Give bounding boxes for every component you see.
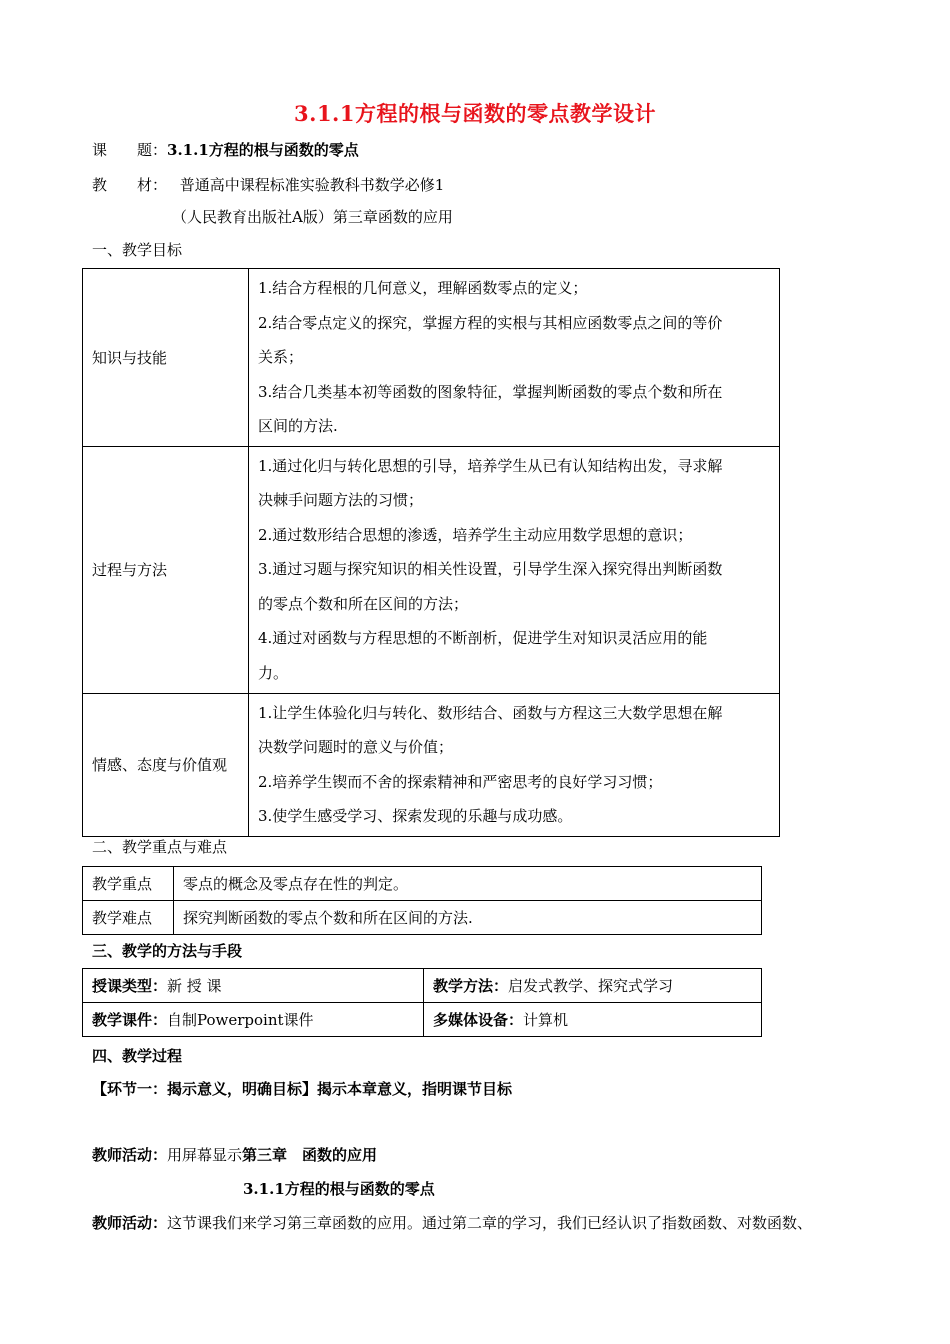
lesson-type-label: 授课类型： [92,977,168,995]
difficulty-value: 探究判断函数的零点个数和所在区间的方法. [174,901,762,935]
lesson-type-value: 新 授 课 [167,977,222,995]
objectives-table [82,268,780,837]
difficulty-label: 教学难点 [83,901,174,935]
objective-line: 的零点个数和所在区间的方法； [258,594,469,613]
objective-line: 3.使学生感受学习、探索发现的乐趣与成功感。 [258,807,573,825]
section1-heading: 一、教学目标 [92,241,183,259]
objective-label: 情感、态度与价值观 [83,693,249,836]
objective-label: 过程与方法 [83,446,249,693]
methods-table [82,968,762,1037]
table-row [83,269,780,447]
teaching-method-value: 启发式教学、探究式学习 [508,977,674,995]
objective-line: 关系； [258,348,304,366]
section2-heading: 二、教学重点与难点 [92,838,228,856]
objective-line: 决数学问题时的意义与价值； [258,738,454,756]
teaching-method-label: 教学方法： [433,977,509,995]
objective-content [249,446,780,693]
activity-text: 用屏幕显示 [167,1146,243,1164]
material-value: 普通高中课程标准实验教科书数学必修1 [179,176,445,194]
table-row [83,1003,762,1037]
objective-label: 知识与技能 [83,269,249,447]
activity-label: 教师活动： [92,1214,168,1232]
objective-line: 3.通过习题与探究知识的相关性设置，引导学生深入探究得出判断函数 [258,560,723,579]
courseware-value: 自制Powerpoint课件 [167,1011,314,1029]
objective-line: 3.结合几类基本初等函数的图象特征，掌握判断函数的零点个数和所在 [258,382,723,401]
section4-heading: 四、教学过程 [92,1047,183,1065]
courseware-cell [83,1003,424,1037]
key-point-value: 零点的概念及零点存在性的判定。 [174,867,762,901]
table-row [83,446,780,693]
objective-line: 力。 [258,663,289,682]
table-row [83,867,762,901]
objective-line: 1.让学生体验化归与转化、数形结合、函数与方程这三大数学思想在解 [258,703,723,722]
objective-content [249,693,780,836]
objective-line: 4.通过对函数与方程思想的不断剖析，促进学生对知识灵活应用的能 [258,629,708,648]
table-row [83,901,762,935]
objective-line: 区间的方法. [258,417,338,435]
topic-value: 3.1.1方程的根与函数的零点 [167,141,359,159]
courseware-label: 教学课件： [92,1011,168,1029]
teacher-activity-2 [92,1212,812,1233]
table-row [83,969,762,1003]
table-row [83,693,780,836]
topic-label: 课 题： [92,141,168,159]
objective-content [249,269,780,447]
material-line-2: （人民教育出版社A版）第三章函数的应用 [172,208,453,226]
objective-line: 2.通过数形结合思想的渗透，培养学生主动应用数学思想的意识； [258,525,693,544]
topic-line [92,139,359,160]
section3-heading: 三、教学的方法与手段 [92,942,243,960]
key-points-table [82,866,762,935]
objective-line: 1.通过化归与转化思想的引导，培养学生从已有认知结构出发，寻求解 [258,456,723,475]
activity-text: 这节课我们来学习第三章函数的应用。通过第二章的学习，我们已经认识了指数函数、对数函数、 [167,1214,813,1232]
media-value: 计算机 [523,1011,569,1029]
objective-line: 1.结合方程根的几何意义，理解函数零点的定义； [258,279,588,297]
objective-line: 2.结合零点定义的探究，掌握方程的实根与其相应函数零点之间的等价 [258,313,723,332]
media-label: 多媒体设备： [433,1011,524,1029]
media-cell [424,1003,762,1037]
activity-label: 教师活动： [92,1146,168,1164]
document-title: 3.1.1方程的根与函数的零点教学设计 [294,101,656,126]
teaching-method-cell [424,969,762,1003]
activity-subtitle: 3.1.1方程的根与函数的零点 [243,1180,435,1198]
activity-bold-text: 第三章 函数的应用 [242,1146,378,1164]
lesson-type-cell [83,969,424,1003]
material-line [92,174,444,195]
key-point-label: 教学重点 [83,867,174,901]
objective-line: 2.培养学生锲而不舍的探索精神和严密思考的良好学习习惯； [258,772,663,791]
teacher-activity-1 [92,1144,377,1165]
step1-heading: 【环节一：揭示意义，明确目标】揭示本章意义，指明课节目标 [92,1080,513,1098]
material-label: 教 材： [92,176,168,194]
objective-line: 决棘手问题方法的习惯； [258,491,424,510]
